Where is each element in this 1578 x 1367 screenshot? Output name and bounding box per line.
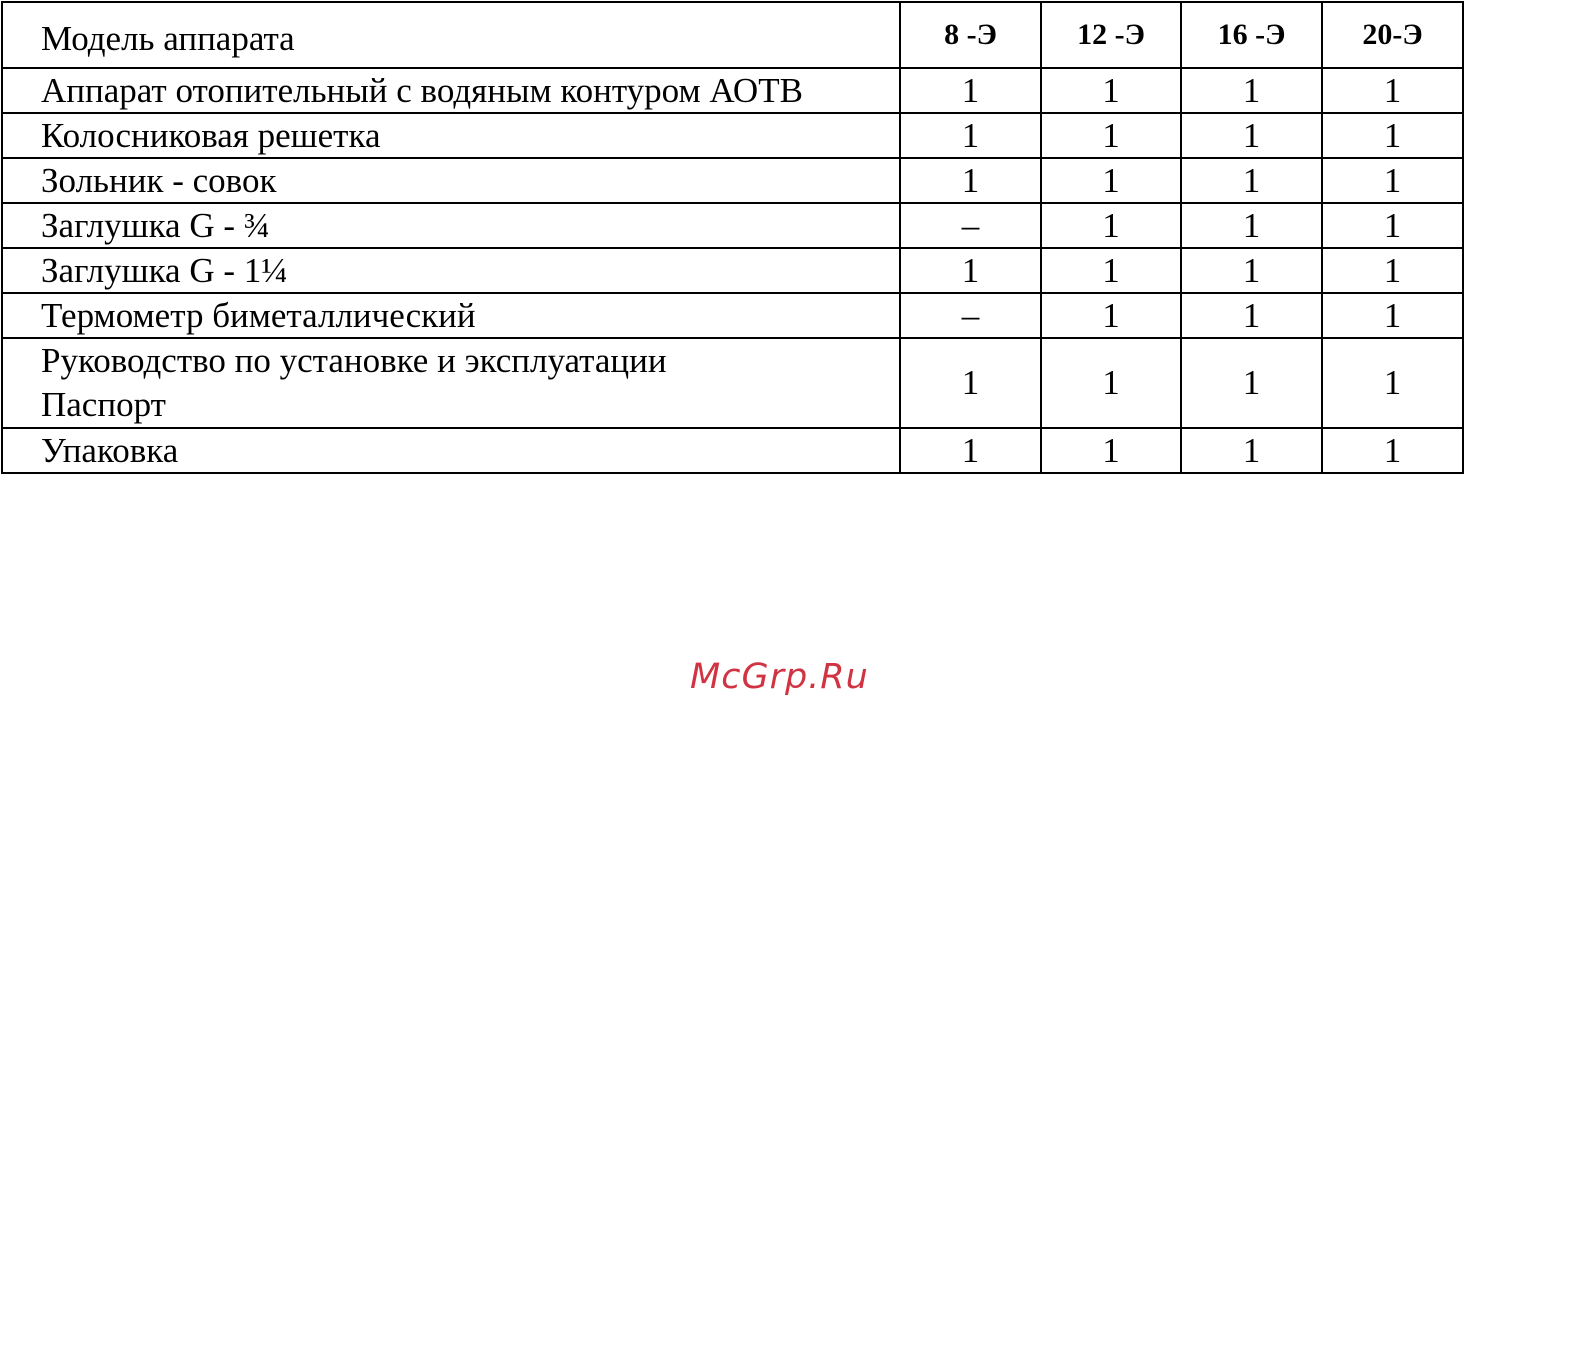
table-row <box>2 113 1463 158</box>
row-qty-12e: 1 <box>1041 158 1181 203</box>
table-row <box>2 428 1463 473</box>
row-qty-12e: 1 <box>1041 428 1181 473</box>
row-qty-20e: 1 <box>1322 428 1463 473</box>
row-qty-16e: 1 <box>1181 428 1322 473</box>
row-qty-12e: 1 <box>1041 293 1181 338</box>
row-qty-16e: 1 <box>1181 203 1322 248</box>
row-item-name: Термометр биметаллический <box>2 293 900 338</box>
row-item-name-line: Руководство по установке и эксплуатации <box>41 341 667 380</box>
row-item-name: Упаковка <box>2 428 900 473</box>
table-row <box>2 248 1463 293</box>
header-model-16e: 16 -Э <box>1181 2 1322 68</box>
row-qty-16e: 1 <box>1181 113 1322 158</box>
table-row <box>2 158 1463 203</box>
row-qty-12e: 1 <box>1041 338 1181 428</box>
table-row <box>2 68 1463 113</box>
row-qty-8e: 1 <box>900 68 1041 113</box>
row-qty-20e: 1 <box>1322 338 1463 428</box>
table-row <box>2 338 1463 428</box>
header-model-8e: 8 -Э <box>900 2 1041 68</box>
row-qty-8e: 1 <box>900 428 1041 473</box>
row-item-name: Зольник - совок <box>2 158 900 203</box>
row-qty-12e: 1 <box>1041 68 1181 113</box>
row-item-name: Аппарат отопительный с водяным контуром АОТВ <box>2 68 900 113</box>
table-row <box>2 293 1463 338</box>
row-item-name: Заглушка G - ¾ <box>2 203 900 248</box>
row-qty-16e: 1 <box>1181 338 1322 428</box>
site-watermark: McGrp.Ru <box>690 657 869 697</box>
row-item-name: Заглушка G - 1¼ <box>2 248 900 293</box>
row-qty-20e: 1 <box>1322 158 1463 203</box>
row-qty-8e: 1 <box>900 113 1041 158</box>
table-header-row <box>2 2 1463 68</box>
row-item-name <box>2 338 900 428</box>
row-qty-8e: 1 <box>900 338 1041 428</box>
table-row <box>2 203 1463 248</box>
row-item-name: Колосниковая решетка <box>2 113 900 158</box>
row-item-name-line: Паспорт <box>41 385 166 424</box>
row-qty-16e: 1 <box>1181 248 1322 293</box>
row-qty-20e: 1 <box>1322 248 1463 293</box>
row-qty-20e: 1 <box>1322 293 1463 338</box>
row-qty-8e: – <box>900 203 1041 248</box>
row-qty-12e: 1 <box>1041 113 1181 158</box>
row-qty-20e: 1 <box>1322 113 1463 158</box>
equipment-table <box>1 1 1464 474</box>
row-qty-16e: 1 <box>1181 158 1322 203</box>
row-qty-16e: 1 <box>1181 68 1322 113</box>
row-qty-16e: 1 <box>1181 293 1322 338</box>
row-qty-8e: – <box>900 293 1041 338</box>
header-model-12e: 12 -Э <box>1041 2 1181 68</box>
row-qty-20e: 1 <box>1322 68 1463 113</box>
row-qty-12e: 1 <box>1041 248 1181 293</box>
row-qty-12e: 1 <box>1041 203 1181 248</box>
row-qty-20e: 1 <box>1322 203 1463 248</box>
header-model-20e: 20-Э <box>1322 2 1463 68</box>
row-qty-8e: 1 <box>900 158 1041 203</box>
row-qty-8e: 1 <box>900 248 1041 293</box>
header-model-label: Модель аппарата <box>2 2 900 68</box>
